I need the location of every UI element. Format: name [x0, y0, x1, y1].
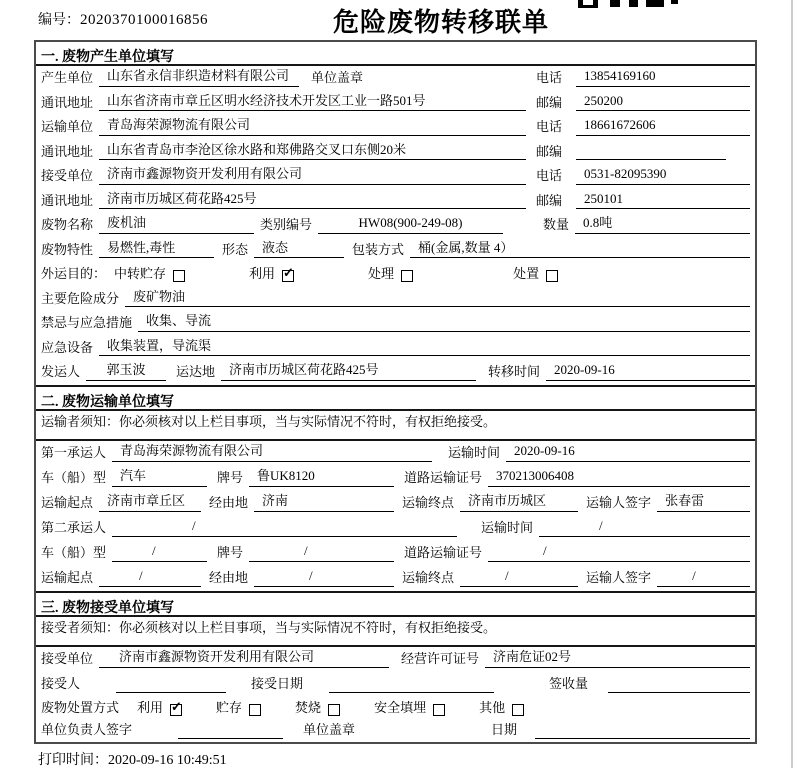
second-carrier-label: 第二承运人 — [41, 520, 107, 536]
via2-value: / — [254, 568, 394, 586]
producer-value: 山东省永信非织造材料有限公司 — [99, 68, 299, 86]
doc-number — [38, 9, 208, 29]
transfer-date-label: 转移时间 — [488, 364, 541, 380]
carrier-sign2-value: / — [657, 568, 750, 586]
field-row-route2 — [36, 566, 755, 591]
print-time-label: 打印时间： — [38, 753, 108, 768]
carrier-sign1-value: 张春雷 — [657, 493, 750, 511]
license-value: 济南危证02号 — [485, 649, 750, 667]
vehicle-type2-value: / — [112, 543, 207, 561]
field-row-receiver — [36, 164, 755, 189]
address-label: 通讯地址 — [41, 192, 94, 208]
phone-label: 电话 — [536, 168, 563, 184]
first-carrier-value: 青岛海荣源物流有限公司 — [112, 443, 432, 461]
plate-label: 牌号 — [217, 545, 244, 561]
purpose-treatment-checkbox — [401, 270, 413, 282]
license-label: 经营许可证号 — [401, 651, 480, 667]
zip-label: 邮编 — [536, 143, 563, 159]
disposal-reuse-checkbox-checked — [170, 698, 182, 716]
receiver-zip-value: 250101 — [576, 191, 750, 209]
quantity-label: 数量 — [543, 217, 570, 233]
destination-value: 济南市历城区荷花路425号 — [221, 362, 476, 380]
field-row-main-component — [36, 287, 755, 312]
responsible-sign-value — [178, 737, 283, 739]
page-title: 危险废物转移联单 — [333, 8, 550, 37]
qr-code-fragment-icon — [578, 0, 678, 8]
doc-number-label: 编号： — [38, 13, 80, 28]
disposal-method-label: 废物处置方式 — [41, 700, 120, 716]
transfer-date-value: 2020-09-16 — [546, 362, 750, 380]
packaging-label: 包装方式 — [352, 241, 405, 257]
carrier-sign-label: 运输人签字 — [586, 570, 652, 586]
disposal-option-storage-label: 贮存 — [216, 700, 243, 716]
origin-label: 运输起点 — [41, 570, 94, 586]
phone-label: 电话 — [536, 119, 563, 135]
field-row-transporter-address — [36, 140, 755, 165]
field-row-emergency-equipment — [36, 336, 755, 361]
doc-number-value: 2020370100016856 — [80, 12, 208, 28]
via-label: 经由地 — [209, 495, 249, 511]
first-carrier-label: 第一承运人 — [41, 445, 107, 461]
second-carrier-value: / — [112, 518, 457, 536]
end2-value: / — [460, 568, 578, 586]
traits-value: 易燃性,毒性 — [99, 240, 214, 258]
field-row-responsible-sign — [36, 721, 755, 743]
transport-time-label: 运输时间 — [448, 445, 501, 461]
taboo-measures-label: 禁忌与应急措施 — [41, 315, 133, 331]
unit-seal-label: 单位盖章 — [311, 70, 364, 86]
receive-date-value — [329, 691, 494, 693]
emergency-equipment-value: 收集装置，导流渠 — [99, 338, 750, 356]
field-row-first-carrier — [36, 441, 755, 466]
origin2-value: / — [99, 568, 201, 586]
transporter-phone-value: 18661672606 — [576, 117, 750, 135]
field-row-accepting-unit — [36, 647, 755, 672]
date-label: 日期 — [491, 722, 518, 738]
transporter-label: 运输单位 — [41, 119, 94, 135]
end-label: 运输终点 — [402, 495, 455, 511]
unit-seal-label: 单位盖章 — [303, 722, 356, 738]
via1-value: 济南 — [254, 493, 394, 511]
responsible-sign-label: 单位负责人签字 — [41, 722, 133, 738]
check-mark-icon: ✓ — [171, 698, 182, 714]
accepting-unit-label: 接受单位 — [41, 651, 94, 667]
disposal-other-checkbox — [512, 704, 524, 716]
producer-label: 产生单位 — [41, 70, 94, 86]
section2-header: 二. 废物运输单位填写 — [36, 385, 755, 411]
field-row-recipient — [36, 672, 755, 697]
field-row-transporter — [36, 115, 755, 140]
receive-date-label: 接受日期 — [251, 676, 304, 692]
field-row-producer — [36, 66, 755, 91]
print-time — [38, 749, 227, 768]
field-row-vehicle1 — [36, 466, 755, 491]
receiver-notice-row — [36, 617, 755, 647]
waste-name-value: 废机油 — [99, 215, 254, 233]
received-amount-value — [608, 691, 750, 693]
road-permit-label: 道路运输证号 — [404, 470, 483, 486]
shipper-value: 郭玉波 — [86, 362, 166, 380]
category-value: HW08(900-249-08) — [318, 215, 503, 233]
form-value: 液态 — [254, 240, 344, 258]
carrier-sign-label: 运输人签字 — [586, 495, 652, 511]
destination-label: 运达地 — [176, 364, 216, 380]
field-row-producer-address — [36, 91, 755, 116]
check-mark-icon: ✓ — [283, 264, 294, 280]
end1-value: 济南市历城区 — [460, 493, 578, 511]
shipper-label: 发运人 — [41, 364, 81, 380]
recipient-value — [116, 691, 226, 693]
zip-label: 邮编 — [536, 192, 563, 208]
purpose-reuse-checkbox-checked — [282, 264, 294, 282]
page-edge-divider — [791, 0, 793, 768]
date-value — [535, 737, 750, 739]
disposal-option-other-label: 其他 — [479, 700, 506, 716]
received-amount-label: 签收量 — [549, 676, 589, 692]
producer-zip-value: 250200 — [576, 93, 750, 111]
address-label: 通讯地址 — [41, 94, 94, 110]
field-row-shipper — [36, 360, 755, 385]
section3-header: 三. 废物接受单位填写 — [36, 591, 755, 617]
traits-label: 废物特性 — [41, 241, 94, 257]
taboo-measures-value: 收集、导流 — [138, 313, 750, 331]
field-row-transfer-purpose — [36, 262, 755, 287]
producer-phone-value: 13854169160 — [576, 68, 750, 86]
plate-label: 牌号 — [217, 470, 244, 486]
field-row-route1 — [36, 491, 755, 516]
purpose-option-treatment-label: 处理 — [368, 266, 395, 282]
origin-label: 运输起点 — [41, 495, 94, 511]
purpose-label: 外运目的： — [41, 266, 107, 282]
disposal-incineration-checkbox — [328, 704, 340, 716]
transporter-notice-text: 运输者须知：你必须核对以上栏目事项，当与实际情况不符时，有权拒绝接受。 — [41, 414, 497, 430]
producer-address-value: 山东省济南市章丘区明水经济技术开发区工业一路501号 — [99, 93, 526, 111]
road-permit-label: 道路运输证号 — [404, 545, 483, 561]
section1-header: 一. 废物产生单位填写 — [36, 42, 755, 66]
disposal-landfill-checkbox — [433, 704, 445, 716]
transport-time2-value: / — [539, 518, 750, 536]
emergency-equipment-label: 应急设备 — [41, 339, 94, 355]
packaging-value: 桶(金属,数量 4） — [410, 240, 750, 258]
recipient-label: 接受人 — [41, 676, 81, 692]
transporter-address-value: 山东省青岛市李沧区徐水路和郑佛路交叉口东侧20米 — [99, 142, 526, 160]
purpose-option-storage-label: 中转贮存 — [114, 266, 167, 282]
field-row-waste-name — [36, 213, 755, 238]
transport-time-label: 运输时间 — [481, 520, 534, 536]
phone-label: 电话 — [536, 70, 563, 86]
road-permit1-value: 370213006408 — [488, 468, 750, 486]
disposal-option-reuse-label: 利用 — [137, 700, 164, 716]
receiver-phone-value: 0531-82095390 — [576, 166, 750, 184]
receiver-label: 接受单位 — [41, 168, 94, 184]
road-permit2-value: / — [488, 543, 750, 561]
plate1-value: 鲁UK8120 — [249, 468, 394, 486]
purpose-option-disposal-label: 处置 — [513, 266, 540, 282]
form-label: 形态 — [222, 241, 249, 257]
main-component-value: 废矿物油 — [125, 289, 750, 307]
zip-label: 邮编 — [536, 94, 563, 110]
print-time-value: 2020-09-16 10:49:51 — [108, 753, 227, 768]
field-row-disposal-method — [36, 697, 755, 721]
waste-name-label: 废物名称 — [41, 217, 94, 233]
transporter-notice-row — [36, 411, 755, 441]
field-row-taboo-measures — [36, 311, 755, 336]
purpose-storage-checkbox — [173, 270, 185, 282]
category-label: 类别编号 — [260, 217, 313, 233]
field-row-second-carrier — [36, 516, 755, 541]
transport-time1-value: 2020-09-16 — [506, 443, 750, 461]
plate2-value: / — [249, 543, 394, 561]
manifest-form-table — [34, 40, 757, 744]
via-label: 经由地 — [209, 570, 249, 586]
purpose-option-reuse-label: 利用 — [249, 266, 276, 282]
transporter-value: 青岛海荣源物流有限公司 — [99, 117, 526, 135]
transporter-zip-value — [576, 158, 726, 160]
accepting-unit-value: 济南市鑫源物资开发利用有限公司 — [99, 649, 389, 667]
vehicle-type-label: 车（船）型 — [41, 470, 107, 486]
receiver-notice-text: 接受者须知：你必须核对以上栏目事项，当与实际情况不符时，有权拒绝接受。 — [41, 620, 497, 636]
purpose-disposal-checkbox — [546, 270, 558, 282]
field-row-vehicle2 — [36, 541, 755, 566]
disposal-option-incineration-label: 焚烧 — [295, 700, 322, 716]
address-label: 通讯地址 — [41, 143, 94, 159]
origin1-value: 济南市章丘区 — [99, 493, 201, 511]
receiver-address-value: 济南市历城区荷花路425号 — [99, 191, 526, 209]
field-row-receiver-address — [36, 189, 755, 214]
field-row-waste-traits — [36, 238, 755, 263]
disposal-storage-checkbox — [249, 704, 261, 716]
receiver-value: 济南市鑫源物资开发利用有限公司 — [99, 166, 526, 184]
end-label: 运输终点 — [402, 570, 455, 586]
vehicle-type1-value: 汽车 — [112, 468, 207, 486]
quantity-value: 0.8吨 — [575, 215, 750, 233]
main-component-label: 主要危险成分 — [41, 290, 120, 306]
disposal-option-landfill-label: 安全填埋 — [374, 700, 427, 716]
vehicle-type-label: 车（船）型 — [41, 545, 107, 561]
